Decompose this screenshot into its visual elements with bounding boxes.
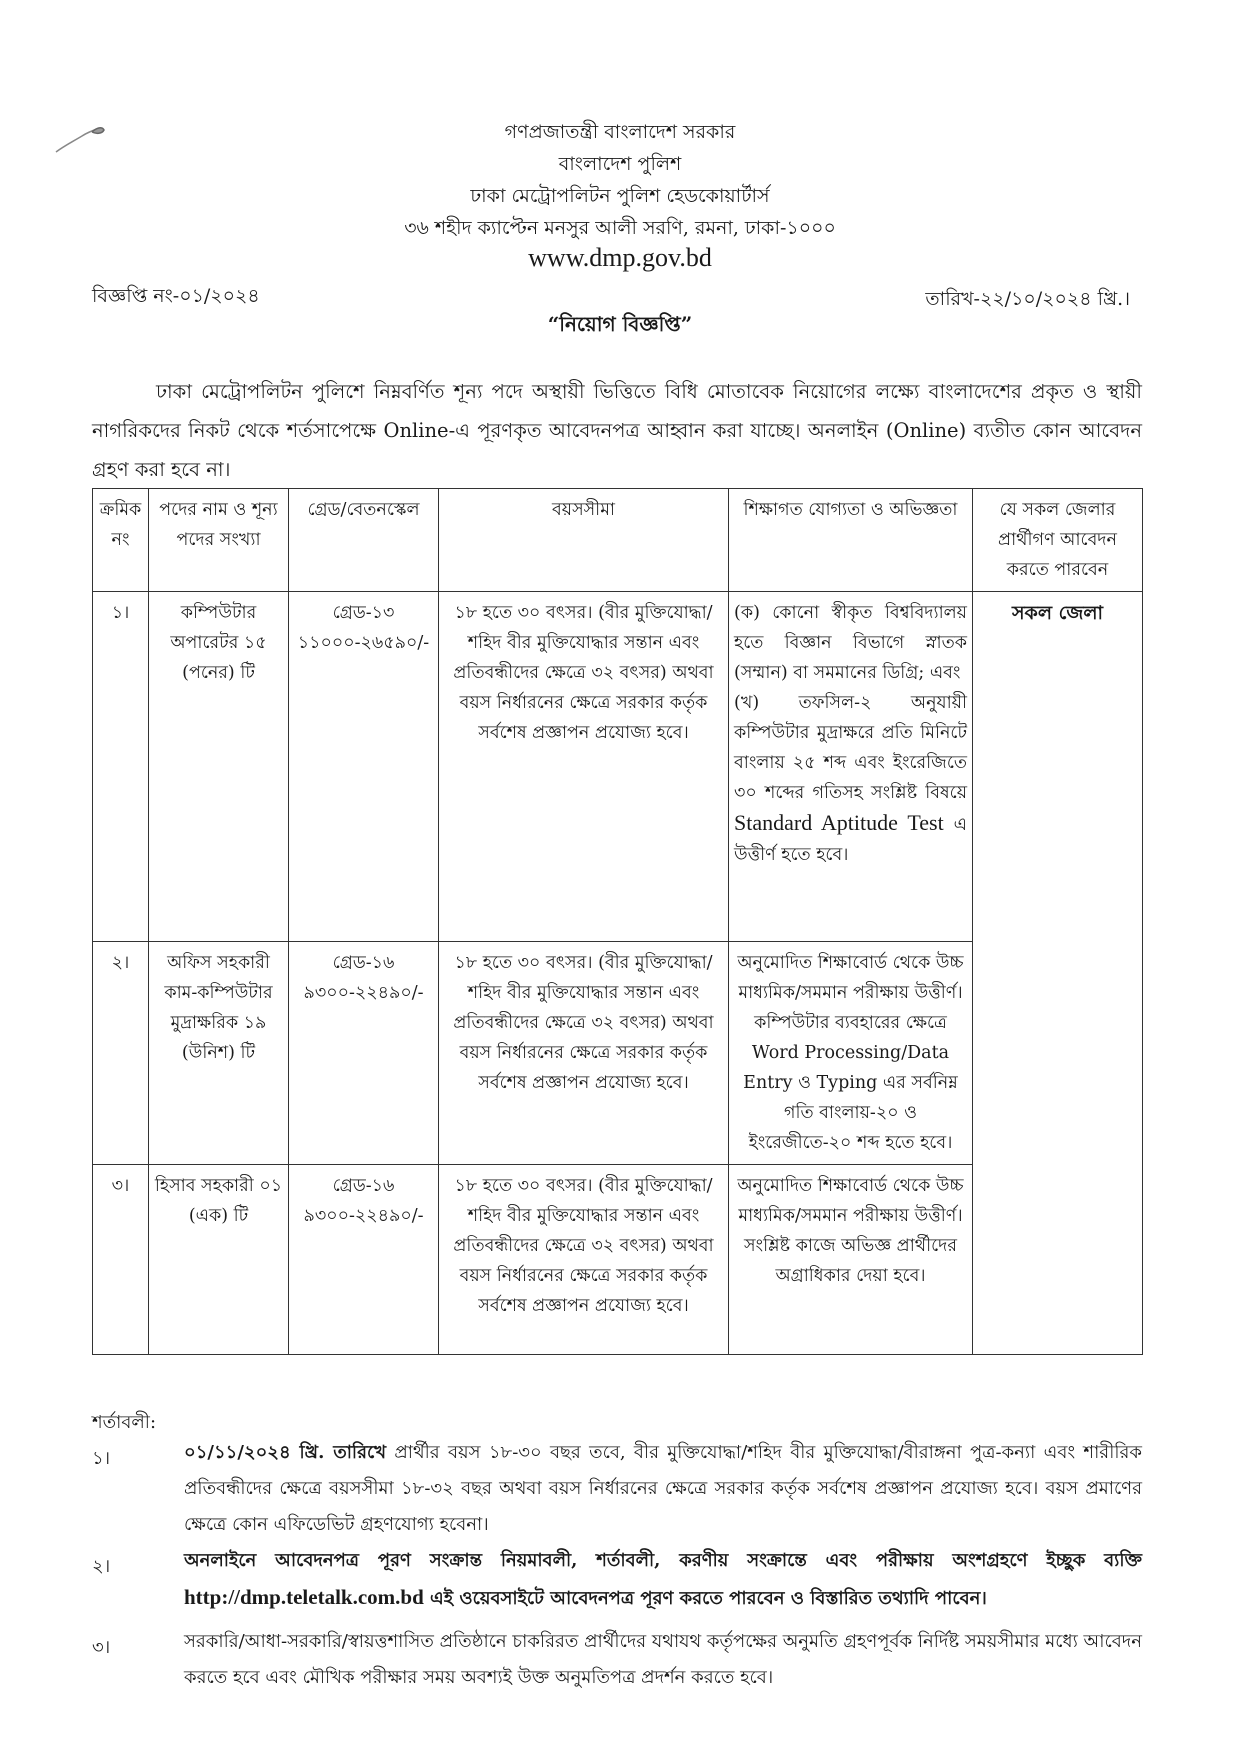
row-age: ১৮ হতে ৩০ বৎসর। (বীর মুক্তিযোদ্ধা/ শহিদ বীর মুক্তিযোদ্ধার সন্তান এবং প্রতিবন্ধীদের ক্ষেত্রে ৩২ বৎসর) অথবা বয়স নির্ধারনের ক্ষেত্রে সরকার কর্তৃক সর্বশেষ প্রজ্ঞাপন প্রযোজ্য হবে। <box>439 592 729 942</box>
notice-intro: ঢাকা মেট্রোপলিটন পুলিশে নিম্নবর্ণিত শূন্য পদে অস্থায়ী ভিত্তিতে বিধি মোতাবেক নিয়োগের লক্ষ্যে বাংলাদেশের প্রকৃত ও স্থায়ী নাগরিকদের নিকট থেকে শর্তসাপেক্ষে Online-এ পূরণকৃত আবেদনপত্র আহ্বান করা যাচ্ছে। অনলাইন (Online) ব্যতীত কোন আবেদন গ্রহণ করা হবে না। <box>92 380 1142 481</box>
qualification-a: (ক) কোনো স্বীকৃত বিশ্ববিদ্যালয় হতে বিজ্ঞান বিভাগে স্নাতক (সম্মান) বা সমমানের ডিগ্রি; এবং <box>734 603 967 683</box>
grade-label: গ্রেড-১৬ <box>332 1176 395 1196</box>
qualification-b <box>734 688 967 870</box>
header-website: www.dmp.gov.bd <box>528 243 712 272</box>
term-text <box>184 1435 1142 1543</box>
table-header-row <box>93 489 1143 592</box>
grade-label: গ্রেড-১৬ <box>332 953 395 973</box>
header-post: পদের নাম ও শূন্য পদের সংখ্যা <box>149 489 289 592</box>
header-qualification: শিক্ষাগত যোগ্যতা ও অভিজ্ঞতা <box>729 489 973 592</box>
teletalk-link[interactable]: http://dmp.teletalk.com.bd <box>184 1585 424 1609</box>
header-government: গণপ্রজাতন্ত্রী বাংলাদেশ সরকার <box>504 121 736 143</box>
pay-scale: ৯৩০০-২২৪৯০/- <box>303 983 424 1003</box>
term-text <box>184 1543 1142 1617</box>
term-number: ১। <box>92 1448 111 1469</box>
table-row <box>93 592 1143 942</box>
row-serial: ২। <box>93 942 149 1165</box>
term-item <box>92 1624 1142 1696</box>
grade-label: গ্রেড-১৩ <box>332 603 395 623</box>
row-serial: ৩। <box>93 1165 149 1355</box>
term-item <box>92 1543 1142 1617</box>
aptitude-test: Standard Aptitude Test <box>734 810 944 835</box>
notice-title: “নিয়োগ বিজ্ঞপ্তি” <box>547 312 693 336</box>
notice-number: বিজ্ঞপ্তি নং-০১/২০২৪ <box>92 285 260 307</box>
notice-date: তারিখ-২২/১০/২০২৪ খ্রি.। <box>925 288 1130 310</box>
header-dmp-hq: ঢাকা মেট্রোপলিটন পুলিশ হেডকোয়ার্টার্স <box>470 185 770 207</box>
term-body: প্রার্থীর বয়স ১৮-৩০ বছর তবে, বীর মুক্তিযোদ্ধা/শহিদ বীর মুক্তিযোদ্ধা/বীরাঙ্গনা পুত্র-কন্যা এবং শারীরিক প্রতিবন্ধীদের ক্ষেত্রে বয়সসীমা ১৮-৩২ বছর অথবা বয়স নির্ধারনের ক্ষেত্রে সরকার কর্তৃক সর্বশেষ প্রজ্ঞাপন প্রযোজ্য হবে। বয়স প্রমাণের ক্ষেত্রে কোন এফিডেভিট গ্রহণযোগ্য হবেনা। <box>184 1442 1142 1535</box>
row-serial: ১। <box>93 592 149 942</box>
term-body-end: এই ওয়েবসাইটে আবেদনপত্র পূরণ করতে পারবেন ও বিস্তারিত তথ্যাদি পাবেন। <box>423 1588 987 1609</box>
term-item <box>92 1435 1142 1543</box>
pay-scale: ৯৩০০-২২৪৯০/- <box>303 1206 424 1226</box>
row-qualification <box>729 592 973 942</box>
row-post: অফিস সহকারী কাম-কম্পিউটার মুদ্রাক্ষরিক ১৯ (উনিশ) টি <box>149 942 289 1165</box>
term-number: ৩। <box>92 1637 111 1658</box>
term-text: সরকারি/আধা-সরকারি/স্বায়ত্তশাসিত প্রতিষ্ঠানে চাকরিরত প্রার্থীদের যথাযথ কর্তৃপক্ষের অনুমতি গ্রহণপূর্বক নির্দিষ্ট সময়সীমার মধ্যে আবেদন করতে হবে এবং মৌখিক পরীক্ষার সময় অবশ্যই উক্ত অনুমতিপত্র প্রদর্শন করতে হবে। <box>184 1631 1142 1688</box>
pay-scale: ১১০০০-২৬৫৯০/- <box>297 633 430 653</box>
row-grade <box>289 942 439 1165</box>
row-post: হিসাব সহকারী ০১ (এক) টি <box>149 1165 289 1355</box>
header-grade: গ্রেড/বেতনস্কেল <box>289 489 439 592</box>
header-police: বাংলাদেশ পুলিশ <box>558 153 682 175</box>
row-age: ১৮ হতে ৩০ বৎসর। (বীর মুক্তিযোদ্ধা/ শহিদ বীর মুক্তিযোদ্ধার সন্তান এবং প্রতিবন্ধীদের ক্ষেত্রে ৩২ বৎসর) অথবা বয়স নির্ধারনের ক্ষেত্রে সরকার কর্তৃক সর্বশেষ প্রজ্ঞাপন প্রযোজ্য হবে। <box>439 942 729 1165</box>
terms-title: শর্তাবলী: <box>92 1412 157 1433</box>
row-grade <box>289 1165 439 1355</box>
row-grade <box>289 592 439 942</box>
header-age: বয়সসীমা <box>439 489 729 592</box>
row-qualification: অনুমোদিত শিক্ষাবোর্ড থেকে উচ্চ মাধ্যমিক/সমমান পরীক্ষায় উত্তীর্ণ। কম্পিউটার ব্যবহারের ক্ষেত্রে Word Processing/Data Entry ও Typing এর সর্বনিম্ন গতি বাংলায়-২০ ও ইংরেজীতে-২০ শব্দ হতে হবে। <box>729 942 973 1165</box>
header-serial: ক্রমিক নং <box>93 489 149 592</box>
header-district: যে সকল জেলার প্রার্থীগণ আবেদন করতে পারবেন <box>973 489 1143 592</box>
vacancy-table <box>92 488 1143 1355</box>
qualification-b-end: এ উত্তীর্ণ হতে হবে। <box>734 815 967 865</box>
header-address: ৩৬ শহীদ ক্যাপ্টেন মনসুর আলী সরণি, রমনা, ঢাকা-১০০০ <box>404 217 836 239</box>
eligible-districts: সকল জেলা <box>973 592 1143 1355</box>
term-body: অনলাইনে আবেদনপত্র পূরণ সংক্রান্ত নিয়মাবলী, শর্তাবলী, করণীয় সংক্রান্তে এবং পরীক্ষায় অংশগ্রহণে ইচ্ছুক ব্যক্তি <box>184 1550 1142 1571</box>
row-age: ১৮ হতে ৩০ বৎসর। (বীর মুক্তিযোদ্ধা/ শহিদ বীর মুক্তিযোদ্ধার সন্তান এবং প্রতিবন্ধীদের ক্ষেত্রে ৩২ বৎসর) অথবা বয়স নির্ধারনের ক্ষেত্রে সরকার কর্তৃক সর্বশেষ প্রজ্ঞাপন প্রযোজ্য হবে। <box>439 1165 729 1355</box>
row-post: কম্পিউটার অপারেটর ১৫ (পনের) টি <box>149 592 289 942</box>
term-number: ২। <box>92 1556 111 1577</box>
qualification-b-text: (খ) তফসিল-২ অনুযায়ী কম্পিউটার মুদ্রাক্ষরে প্রতি মিনিটে বাংলায় ২৫ শব্দ এবং ইংরেজিতে ৩০ শব্দের গতিসহ সংশ্লিষ্ট বিষয়ে <box>734 693 967 803</box>
row-qualification: অনুমোদিত শিক্ষাবোর্ড থেকে উচ্চ মাধ্যমিক/সমমান পরীক্ষায় উত্তীর্ণ। সংশ্লিষ্ট কাজে অভিজ্ঞ প্রার্থীদের অগ্রাধিকার দেয়া হবে। <box>729 1165 973 1355</box>
term-date-highlight: ০১/১১/২০২৪ খ্রি. তারিখে <box>184 1442 387 1463</box>
